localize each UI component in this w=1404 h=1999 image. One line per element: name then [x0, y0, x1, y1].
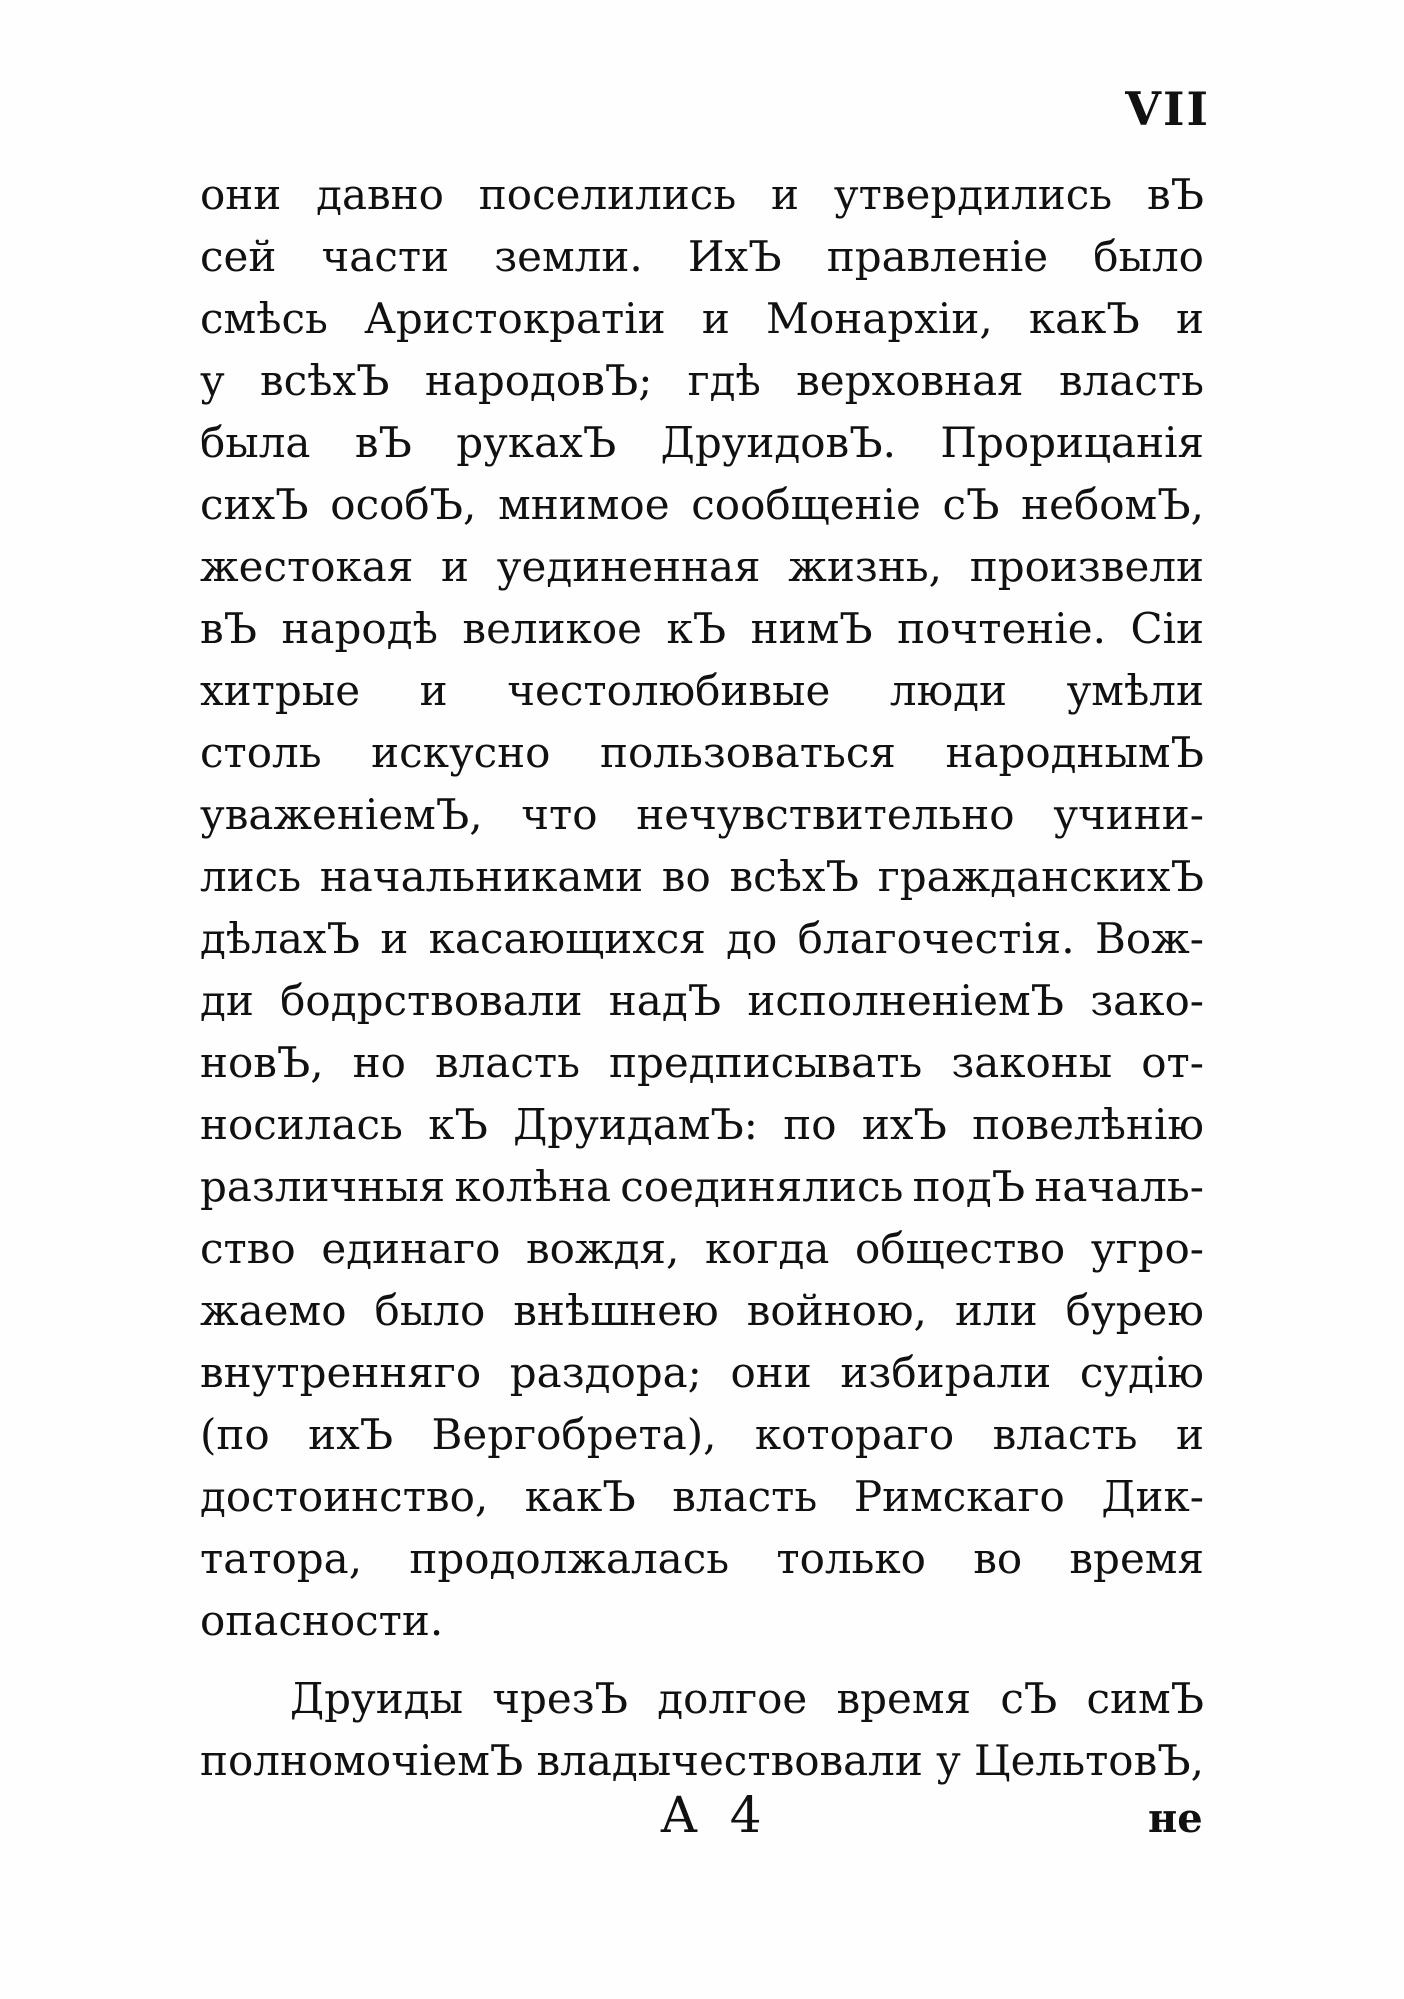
word: долгое [657, 1674, 808, 1723]
word: и [771, 170, 800, 219]
word: хитрые [200, 666, 361, 715]
page-footer [0, 1785, 1404, 1845]
word: части [321, 232, 450, 281]
text-line [200, 908, 1204, 970]
word: умѣли [1066, 666, 1204, 715]
text-line [200, 1032, 1204, 1094]
word: благочестія. [797, 914, 1075, 963]
text-line [200, 1218, 1204, 1280]
word: какЪ [524, 1472, 636, 1521]
word: народѣ [281, 604, 438, 653]
word: вЪ [1146, 170, 1204, 219]
word: была [200, 418, 311, 467]
word: правленіе [826, 232, 1049, 281]
text-line [200, 970, 1204, 1032]
word: достоинство, [200, 1472, 489, 1521]
word: (по [200, 1410, 270, 1459]
word: дѣлахЪ [200, 914, 360, 963]
word: и [701, 294, 730, 343]
word: законы [951, 1038, 1113, 1087]
word: уединенная [496, 542, 761, 591]
text-line [200, 598, 1204, 660]
word: раздора; [509, 1348, 702, 1397]
word: татора, [200, 1534, 363, 1583]
word: уваженіемЪ, [200, 790, 483, 839]
word: ство [200, 1224, 296, 1273]
word: внѣшнею [513, 1286, 719, 1335]
word: жизнь, [788, 542, 943, 591]
word: Прорицанія [940, 418, 1204, 467]
word: и [419, 666, 448, 715]
text-line [200, 1156, 1204, 1218]
text-line [200, 1590, 1204, 1652]
text-line [200, 350, 1204, 412]
word: что [521, 790, 598, 839]
word: вождя, [526, 1224, 680, 1273]
word: и [1175, 1410, 1204, 1459]
word: время [836, 1674, 972, 1723]
word: у [936, 1736, 961, 1785]
word: ДруидамЪ: [513, 1100, 758, 1149]
word: сЪ [942, 480, 1000, 529]
word: было [1093, 232, 1204, 281]
word: войною, [746, 1286, 927, 1335]
paragraph-gap [200, 1652, 1204, 1668]
word: великое [462, 604, 642, 653]
body-text [200, 164, 1204, 1792]
word: небомЪ, [1021, 480, 1204, 529]
word: судію [1079, 1348, 1204, 1397]
word: мнимое [498, 480, 670, 529]
word: началь- [1034, 1162, 1204, 1211]
word: земли. [494, 232, 643, 281]
word: гдѣ [687, 356, 761, 405]
word: рукахЪ [456, 418, 617, 467]
word: владычествовали [536, 1736, 923, 1785]
word: Друиды [290, 1674, 464, 1723]
word: власть [992, 1410, 1138, 1459]
word: во [973, 1534, 1023, 1583]
word: кЪ [428, 1100, 488, 1149]
word: было [374, 1286, 486, 1335]
word: верховная [796, 356, 1024, 405]
word: время [1069, 1534, 1204, 1583]
word: учини- [1053, 790, 1204, 839]
word: столь [200, 728, 322, 777]
word: Сіи [1130, 604, 1204, 653]
word: подЪ [912, 1162, 1026, 1211]
page-number: VII [1125, 82, 1210, 136]
word: бурею [1065, 1286, 1204, 1335]
word: вЪ [354, 418, 412, 467]
word: всѣхЪ [260, 356, 390, 405]
word: пользоваться [600, 728, 896, 777]
text-line [200, 722, 1204, 784]
word: полномочіемЪ [200, 1736, 524, 1785]
word: власть [672, 1472, 818, 1521]
text-line [200, 846, 1204, 908]
text-line [200, 226, 1204, 288]
word: надЪ [608, 976, 722, 1025]
word: предписывать [608, 1038, 923, 1087]
word: нимЪ [750, 604, 873, 653]
word: народовЪ; [424, 356, 653, 405]
word: они [730, 1348, 812, 1397]
word: повелѣнію [972, 1100, 1204, 1149]
word: Дик- [1101, 1472, 1204, 1521]
text-line [200, 1528, 1204, 1590]
word: сЪ [1000, 1674, 1058, 1723]
word: колѣна [454, 1162, 612, 1211]
word: симЪ [1086, 1674, 1204, 1723]
word: и [1175, 294, 1204, 343]
word: по [783, 1100, 837, 1149]
word: ди [200, 976, 254, 1025]
word: всѣхЪ [729, 852, 859, 901]
word: до [726, 914, 778, 963]
word: люди [889, 666, 1008, 715]
word: Монархіи, [766, 294, 993, 343]
word: Аристократіи [364, 294, 666, 343]
word: сей [200, 232, 277, 281]
word: Вергобрета), [431, 1410, 717, 1459]
word: во [661, 852, 711, 901]
word: угро- [1090, 1224, 1204, 1273]
text-line [200, 1280, 1204, 1342]
word: ДруидовЪ. [660, 418, 896, 467]
word: кЪ [666, 604, 727, 653]
word: сообщеніе [691, 480, 921, 529]
word: ихЪ [861, 1100, 947, 1149]
text-line [200, 474, 1204, 536]
text-line [200, 784, 1204, 846]
word: ЦельтовЪ, [974, 1736, 1204, 1785]
word: поселились [478, 170, 737, 219]
word: жестокая [200, 542, 414, 591]
text-line [200, 1342, 1204, 1404]
word: от- [1141, 1038, 1204, 1087]
word: единаго [321, 1224, 501, 1273]
word: новЪ, [200, 1038, 324, 1087]
word: только [776, 1534, 926, 1583]
word: различныя [200, 1162, 446, 1211]
word: искусно [371, 728, 551, 777]
catchword: не [1148, 1795, 1203, 1842]
word: соединялись [620, 1162, 904, 1211]
word: исполненіемЪ [747, 976, 1064, 1025]
word: власть [434, 1038, 580, 1087]
text-line [200, 1404, 1204, 1466]
text-line [200, 536, 1204, 598]
word: нечувствительно [636, 790, 1015, 839]
word: жаемо [200, 1286, 347, 1335]
word: у [200, 356, 225, 405]
word: котораго [754, 1410, 955, 1459]
word: народнымЪ [945, 728, 1204, 777]
text-line [200, 288, 1204, 350]
word: общество [855, 1224, 1066, 1273]
word: бодрствовали [280, 976, 583, 1025]
word: особЪ, [330, 480, 477, 529]
signature-mark: А 4 [660, 1786, 770, 1844]
word: гражданскихЪ [877, 852, 1204, 901]
word: лись [200, 852, 302, 901]
word: когда [704, 1224, 830, 1273]
word: зако- [1090, 976, 1204, 1025]
text-line [200, 1730, 1204, 1792]
text-line [200, 412, 1204, 474]
line-text: опасности. [200, 1596, 444, 1645]
word: Римскаго [853, 1472, 1065, 1521]
word: вЪ [200, 604, 258, 653]
word: сихЪ [200, 480, 309, 529]
word: честолюбивые [507, 666, 831, 715]
word: Вож- [1094, 914, 1204, 963]
word: какЪ [1028, 294, 1140, 343]
word: касающихся [428, 914, 706, 963]
word: начальниками [319, 852, 644, 901]
word: почтеніе. [897, 604, 1106, 653]
word: произвели [969, 542, 1204, 591]
word: ИхЪ [687, 232, 782, 281]
word: и [380, 914, 409, 963]
word: смѣсь [200, 294, 328, 343]
word: власть [1058, 356, 1204, 405]
word: носилась [200, 1100, 403, 1149]
word: и [441, 542, 470, 591]
word: ихЪ [308, 1410, 394, 1459]
text-line [200, 1094, 1204, 1156]
word: продолжалась [409, 1534, 730, 1583]
text-line [200, 660, 1204, 722]
word: утвердились [833, 170, 1113, 219]
text-line [200, 164, 1204, 226]
word: внутренняго [200, 1348, 482, 1397]
word: или [954, 1286, 1038, 1335]
word: они [200, 170, 282, 219]
word: избирали [840, 1348, 1052, 1397]
word: давно [316, 170, 444, 219]
text-line [200, 1668, 1204, 1730]
word: чрезЪ [492, 1674, 629, 1723]
text-line [200, 1466, 1204, 1528]
word: но [352, 1038, 406, 1087]
